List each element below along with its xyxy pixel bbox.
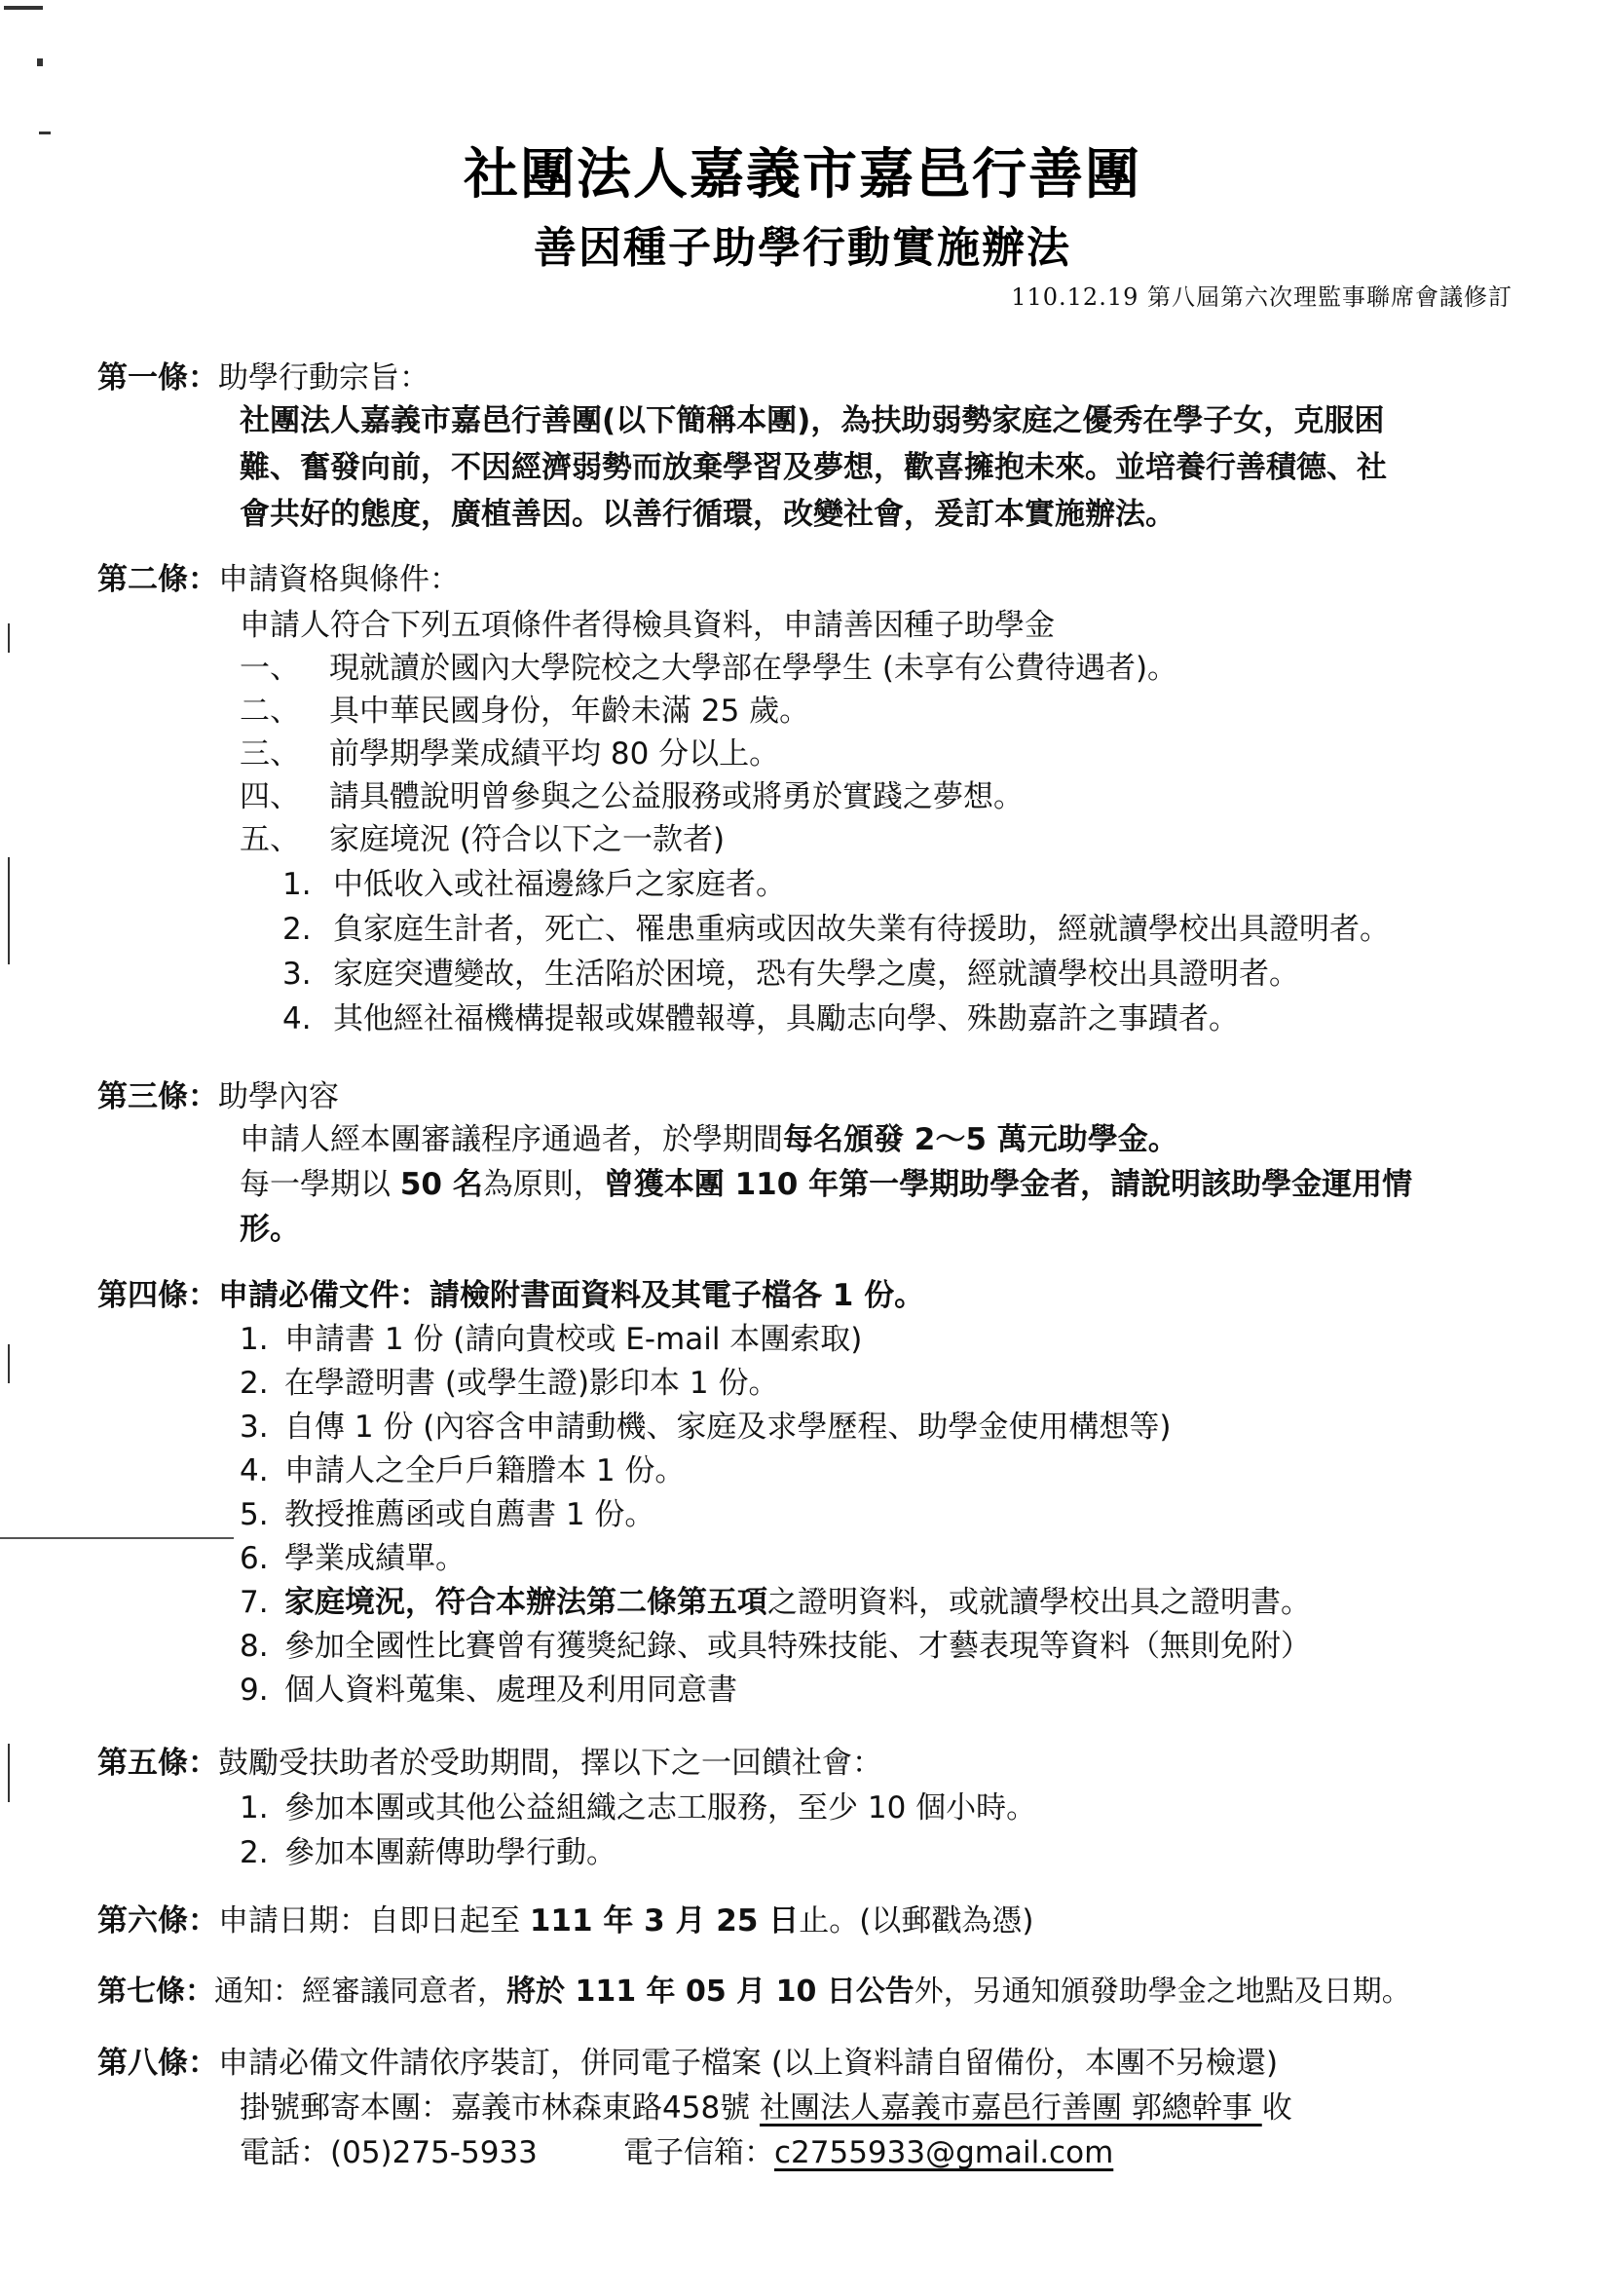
article-5-heading: [97, 1744, 882, 1783]
list-item: 現就讀於國內大學院校之大學部在學學生 (未享有公費待遇者)。: [329, 651, 1178, 686]
feedback-item: 參加本團或其他公益組織之志工服務，至少 10 個小時。: [284, 1790, 1037, 1826]
scan-dash-line: [0, 1537, 234, 1539]
text-span: 止。(以郵戳為憑): [799, 1903, 1034, 1938]
article-3-line: [240, 1120, 1178, 1159]
email-line: [623, 2133, 1113, 2172]
doc-item: 學業成績單。: [284, 1541, 466, 1576]
article-8-line: [97, 2044, 1278, 2083]
doc-item-number: 7.: [240, 1585, 269, 1620]
doc-item-number: 2.: [240, 1366, 269, 1401]
article-title: 助學行動宗旨：: [218, 360, 429, 395]
doc-item: 自傳 1 份 (內容含申請動機、家庭及求學歷程、助學金使用構想等): [284, 1410, 1172, 1445]
list-item: 家庭境況 (符合以下之一款者): [329, 822, 726, 857]
article-6: [97, 1901, 1033, 1940]
doc-item-number: 4.: [240, 1453, 269, 1488]
text-span-bold: 將於 111 年 05 月 10 日公告: [506, 1975, 914, 2009]
recipient-name: 社團法人嘉義市嘉邑行善團 郭總幹事: [760, 2090, 1262, 2126]
phone-number: 電話：(05)275-5933: [240, 2135, 538, 2170]
doc-item-number: 5.: [240, 1497, 269, 1532]
text-span-bold: 每名頒發 2～5 萬元助學金。: [783, 1122, 1178, 1157]
text-span-bold: 曾獲本團 110 年第一學期助學金者，請說明該助學金運用情: [603, 1167, 1413, 1202]
sub-item-number: 2.: [282, 912, 312, 947]
doc-item: [284, 1583, 1311, 1622]
article-title: 鼓勵受扶助者於受助期間，擇以下之一回饋社會：: [218, 1746, 882, 1781]
mailing-address: [240, 2089, 1292, 2127]
text-span: 外，另通知頒發助學金之地點及日期。: [914, 1975, 1411, 2009]
text-span-bold: 111 年 3 月 25 日: [529, 1903, 800, 1938]
feedback-item-number: 2.: [240, 1835, 269, 1870]
sub-item-number: 4.: [282, 1001, 312, 1036]
doc-item: 申請書 1 份 (請向貴校或 E-mail 本團索取): [284, 1322, 863, 1357]
email-link[interactable]: c2755933@gmail.com: [774, 2135, 1114, 2170]
doc-item-number: 9.: [240, 1673, 269, 1708]
text-span: 申請必備文件請依序裝訂，併同電子檔案 (以上資料請自留備份，本團不另檢還): [218, 2046, 1279, 2081]
document-subtitle: 善因種子助學行動實施辦法: [534, 223, 1071, 273]
text-span: 申請日期：自即日起至: [218, 1903, 530, 1938]
doc-item: 教授推薦函或自薦書 1 份。: [284, 1497, 655, 1532]
article-label: 第四條：: [97, 1278, 218, 1313]
text-span: 收: [1261, 2090, 1292, 2126]
article-2-heading: [97, 560, 460, 599]
text-span: 為原則，: [482, 1167, 604, 1202]
list-item-number: 一、: [240, 651, 300, 686]
article-title: 申請必備文件：請檢附書面資料及其電子檔各 1 份。: [218, 1278, 925, 1313]
scan-mark: [8, 857, 10, 964]
list-item: 請具體說明曾參與之公益服務或將勇於實踐之夢想。: [329, 779, 1024, 814]
article-3-heading: [97, 1077, 339, 1116]
list-item-number: 四、: [240, 779, 300, 814]
list-item-number: 五、: [240, 822, 300, 857]
doc-item-number: 1.: [240, 1322, 269, 1357]
scan-mark: [4, 6, 43, 10]
article-3-line: [240, 1165, 1412, 1204]
article-label: 第三條：: [97, 1079, 218, 1114]
sub-item-number: 3.: [282, 957, 312, 992]
sub-item: 負家庭生計者，死亡、罹患重病或因故失業有待援助，經就讀學校出具證明者。: [333, 912, 1390, 947]
scan-mark: [37, 58, 43, 66]
article-3-line: 形。: [240, 1212, 300, 1247]
doc-item: 參加全國性比賽曾有獲獎紀錄、或具特殊技能、才藝表現等資料（無則免附）: [284, 1629, 1311, 1664]
text-span: 掛號郵寄本團：嘉義市林森東路458號: [240, 2090, 761, 2126]
text-span-bold: 家庭境況，符合本辦法第二條第五項: [284, 1585, 767, 1620]
sub-item: 其他經社福機構提報或媒體報導，具勵志向學、殊勘嘉許之事蹟者。: [333, 1001, 1239, 1036]
article-label: 第六條：: [97, 1903, 218, 1938]
article-2-intro: 申請人符合下列五項條件者得檢具資料，申請善因種子助學金: [240, 608, 1055, 643]
article-1-line: 難、奮發向前，不因經濟弱勢而放棄學習及夢想，歡喜擁抱未來。並培養行善積德、社: [240, 450, 1387, 485]
doc-item: 申請人之全戶戶籍謄本 1 份。: [284, 1453, 686, 1488]
text-span-bold: 50 名: [399, 1167, 483, 1202]
doc-item-number: 3.: [240, 1410, 269, 1445]
scan-mark: [8, 623, 10, 653]
doc-item-number: 6.: [240, 1541, 269, 1576]
article-4-heading: [97, 1276, 924, 1315]
doc-item: 個人資料蒐集、處理及利用同意書: [284, 1673, 737, 1708]
sub-item-number: 1.: [282, 867, 312, 902]
article-label: 第八條：: [97, 2046, 218, 2081]
feedback-item: 參加本團薪傳助學行動。: [284, 1835, 616, 1870]
article-label: 第一條：: [97, 360, 218, 395]
article-title: 助學內容: [218, 1079, 339, 1114]
text-span: 之證明資料，或就讀學校出具之證明書。: [767, 1585, 1311, 1620]
article-7: [97, 1973, 1411, 2012]
sub-item: 家庭突遭變故，生活陷於困境，恐有失學之虞，經就讀學校出具證明者。: [333, 957, 1299, 992]
list-item: 具中華民國身份，年齡未滿 25 歲。: [329, 694, 810, 729]
article-1-line: 會共好的態度，廣植善因。以善行循環，改變社會，爰訂本實施辦法。: [240, 497, 1176, 532]
doc-item: 在學證明書 (或學生證)影印本 1 份。: [284, 1366, 779, 1401]
doc-item-number: 8.: [240, 1629, 269, 1664]
text-span: 每一學期以: [240, 1167, 400, 1202]
list-item-number: 二、: [240, 694, 300, 729]
article-label: 第七條：: [97, 1975, 214, 2009]
list-item-number: 三、: [240, 736, 300, 772]
article-title: 申請資格與條件：: [218, 562, 460, 597]
revision-note: 110.12.19 第八屆第六次理監事聯席會議修訂: [1011, 283, 1512, 311]
article-1-heading: [97, 358, 429, 397]
article-1-line: 社團法人嘉義市嘉邑行善團(以下簡稱本團)，為扶助弱勢家庭之優秀在學子女，克服困: [240, 403, 1385, 438]
document-title: 社團法人嘉義市嘉邑行善團: [464, 143, 1141, 207]
list-item: 前學期學業成績平均 80 分以上。: [329, 736, 780, 772]
article-label: 第五條：: [97, 1746, 218, 1781]
email-label: 電子信箱：: [623, 2135, 774, 2170]
scan-mark: [8, 1344, 10, 1383]
article-label: 第二條：: [97, 562, 218, 597]
text-span: 申請人經本團審議程序通過者，於學期間: [240, 1122, 783, 1157]
scan-mark: [8, 1744, 10, 1802]
feedback-item-number: 1.: [240, 1790, 269, 1826]
text-span: 通知：經審議同意者，: [214, 1975, 506, 2009]
sub-item: 中低收入或社福邊緣戶之家庭者。: [333, 867, 786, 902]
